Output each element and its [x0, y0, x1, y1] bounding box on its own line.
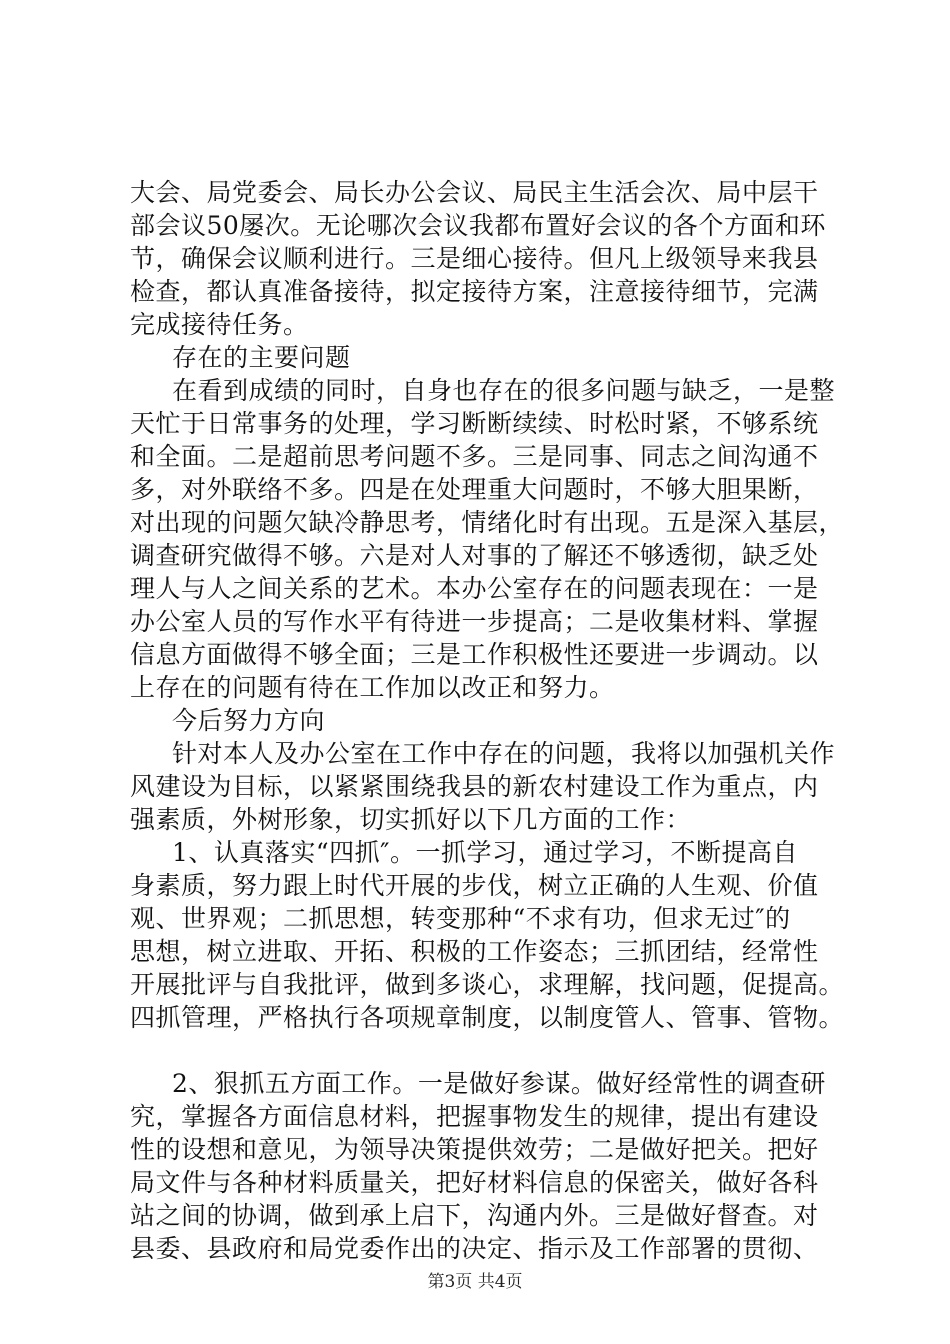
document-body — [130, 176, 845, 1265]
paragraph-line: 1、认真落实“四抓″。一抓学习，通过学习，不断提高自 — [172, 838, 799, 867]
paragraph-line: 对出现的问题欠缺冷静思考，情绪化时有出现。五是深入基层， — [130, 508, 845, 537]
paragraph-line: 天忙于日常事务的处理，学习断断续续、时松时紧，不够系统 — [130, 409, 819, 438]
paragraph-line: 观、世界观；二抓思想，转变那种“不求有功，但求无过″的 — [130, 904, 791, 933]
paragraph-line: 检查，都认真准备接待，拟定接待方案，注意接待细节，完满 — [130, 277, 819, 306]
section-heading-problems: 存在的主要问题 — [172, 343, 351, 372]
paragraph-line: 四抓管理，严格执行各项规章制度，以制度管人、管事、管物。 — [130, 1003, 845, 1032]
paragraph-line: 理人与人之间关系的艺术。本办公室存在的问题表现在：一是 — [130, 574, 819, 603]
section-heading-direction: 今后努力方向 — [172, 706, 326, 735]
paragraph-line: 上存在的问题有待在工作加以改正和努力。 — [130, 673, 615, 702]
paragraph-line: 强素质，外树形象，切实抓好以下几方面的工作： — [130, 805, 692, 834]
paragraph-line: 部会议50屡次。无论哪次会议我都布置好会议的各个方面和环 — [130, 211, 826, 240]
page-number-footer: 第3页 共4页 — [427, 1272, 523, 1292]
paragraph-line: 究，掌握各方面信息材料，把握事物发生的规律，提出有建设 — [130, 1102, 819, 1131]
paragraph-line: 站之间的协调，做到承上启下，沟通内外。三是做好督查。对 — [130, 1201, 819, 1230]
paragraph-line: 节，确保会议顺利进行。三是细心接待。但凡上级领导来我县 — [130, 244, 819, 273]
paragraph-line: 多，对外联络不多。四是在处理重大问题时，不够大胆果断， — [130, 475, 819, 504]
paragraph-line: 信息方面做得不够全面；三是工作积极性还要进一步调动。以 — [130, 640, 819, 669]
paragraph-line: 办公室人员的写作水平有待进一步提高；二是收集材料、掌握 — [130, 607, 819, 636]
paragraph-line: 开展批评与自我批评，做到多谈心，求理解，找问题，促提高。 — [130, 970, 845, 999]
paragraph-line: 县委、县政府和局党委作出的决定、指示及工作部署的贯彻、 — [130, 1234, 819, 1263]
paragraph-line: 局文件与各种材料质量关，把好材料信息的保密关，做好各科 — [130, 1168, 819, 1197]
paragraph-line: 思想，树立进取、开拓、积极的工作姿态；三抓团结，经常性 — [130, 937, 819, 966]
paragraph-line: 风建设为目标，以紧紧围绕我县的新农村建设工作为重点，内 — [130, 772, 819, 801]
paragraph-line: 在看到成绩的同时，自身也存在的很多问题与缺乏，一是整 — [172, 376, 836, 405]
paragraph-line: 完成接待任务。 — [130, 310, 309, 339]
paragraph-line: 针对本人及办公室在工作中存在的问题，我将以加强机关作 — [172, 739, 836, 768]
paragraph-line: 2、狠抓五方面工作。一是做好参谋。做好经常性的调查研 — [172, 1069, 826, 1098]
paragraph-line: 身素质，努力跟上时代开展的步伐，树立正确的人生观、价值 — [130, 871, 819, 900]
paragraph-line: 和全面。二是超前思考问题不多。三是同事、同志之间沟通不 — [130, 442, 819, 471]
paragraph-line: 调查研究做得不够。六是对人对事的了解还不够透彻，缺乏处 — [130, 541, 819, 570]
paragraph-line: 性的设想和意见，为领导决策提供效劳；二是做好把关。把好 — [130, 1135, 819, 1164]
paragraph-gap — [130, 1034, 830, 1067]
paragraph-line: 大会、局党委会、局长办公会议、局民主生活会次、局中层干 — [130, 178, 819, 207]
